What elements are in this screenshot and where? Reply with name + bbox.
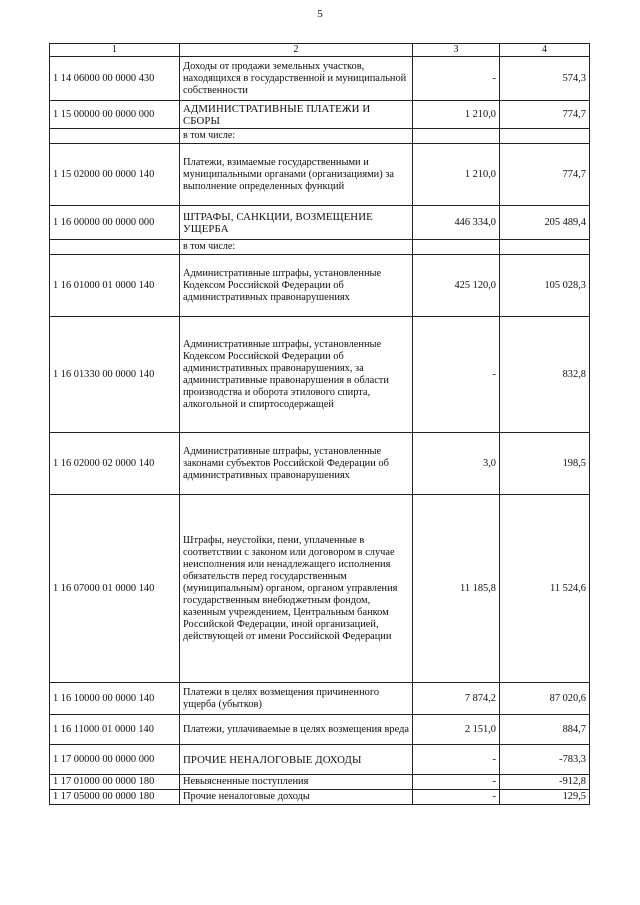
column-number: 2 — [180, 44, 413, 57]
name-cell: Платежи, уплачиваемые в целях возмещения вреда — [180, 715, 413, 745]
including-row — [50, 129, 590, 144]
fact-cell: 105 028,3 — [500, 255, 590, 317]
fact-cell: 129,5 — [500, 790, 590, 805]
plan-cell: - — [413, 775, 500, 790]
table-row — [50, 317, 590, 433]
plan-cell: - — [413, 745, 500, 775]
code-cell: 1 16 02000 02 0000 140 — [50, 433, 180, 495]
table-row — [50, 101, 590, 129]
table-row — [50, 745, 590, 775]
plan-cell: - — [413, 317, 500, 433]
column-number: 4 — [500, 44, 590, 57]
column-number: 3 — [413, 44, 500, 57]
fact-cell: 774,7 — [500, 144, 590, 206]
column-number: 1 — [50, 44, 180, 57]
fact-cell: 774,7 — [500, 101, 590, 129]
name-cell: Административные штрафы, установленные Кодексом Российской Федерации об административных правонарушениях, за административные правонарушения в области производства и оборота этилового спирта, алкогольной и спиртосодержащей — [180, 317, 413, 433]
plan-cell: 2 151,0 — [413, 715, 500, 745]
table-row — [50, 715, 590, 745]
table-row — [50, 790, 590, 805]
plan-cell: 3,0 — [413, 433, 500, 495]
name-cell: Невыясненные поступления — [180, 775, 413, 790]
plan-cell — [413, 240, 500, 255]
fact-cell: -783,3 — [500, 745, 590, 775]
code-cell: 1 16 01000 01 0000 140 — [50, 255, 180, 317]
table-row — [50, 683, 590, 715]
code-cell: 1 16 07000 01 0000 140 — [50, 495, 180, 683]
including-label: в том числе: — [180, 129, 413, 144]
table-row — [50, 144, 590, 206]
name-cell: Платежи, взимаемые государственными и муниципальными органами (организациями) за выполнение определенных функций — [180, 144, 413, 206]
code-cell: 1 16 01330 00 0000 140 — [50, 317, 180, 433]
revenue-table — [49, 43, 590, 805]
plan-cell — [413, 129, 500, 144]
page-number: 5 — [317, 8, 323, 20]
code-cell: 1 14 06000 00 0000 430 — [50, 57, 180, 101]
name-cell: Административные штрафы, установленные Кодексом Российской Федерации об административных правонарушениях — [180, 255, 413, 317]
name-cell: Административные штрафы, установленные законами субъектов Российской Федерации об административных правонарушениях — [180, 433, 413, 495]
fact-cell: 11 524,6 — [500, 495, 590, 683]
table-row — [50, 57, 590, 101]
code-cell: 1 15 02000 00 0000 140 — [50, 144, 180, 206]
plan-cell: 7 874,2 — [413, 683, 500, 715]
fact-cell: 198,5 — [500, 433, 590, 495]
including-label: в том числе: — [180, 240, 413, 255]
name-cell: ПРОЧИЕ НЕНАЛОГОВЫЕ ДОХОДЫ — [180, 745, 413, 775]
fact-cell: 574,3 — [500, 57, 590, 101]
name-cell: Прочие неналоговые доходы — [180, 790, 413, 805]
code-cell: 1 17 01000 00 0000 180 — [50, 775, 180, 790]
plan-cell: 1 210,0 — [413, 101, 500, 129]
fact-cell: -912,8 — [500, 775, 590, 790]
column-number-row — [50, 44, 590, 57]
plan-cell: - — [413, 790, 500, 805]
code-cell — [50, 240, 180, 255]
code-cell: 1 16 10000 00 0000 140 — [50, 683, 180, 715]
plan-cell: 1 210,0 — [413, 144, 500, 206]
fact-cell — [500, 240, 590, 255]
table-row — [50, 775, 590, 790]
fact-cell — [500, 129, 590, 144]
table-row — [50, 255, 590, 317]
including-row — [50, 240, 590, 255]
code-cell: 1 16 00000 00 0000 000 — [50, 206, 180, 240]
name-cell: ШТРАФЫ, САНКЦИИ, ВОЗМЕЩЕНИЕ УЩЕРБА — [180, 206, 413, 240]
code-cell: 1 15 00000 00 0000 000 — [50, 101, 180, 129]
plan-cell: 425 120,0 — [413, 255, 500, 317]
fact-cell: 884,7 — [500, 715, 590, 745]
table-row — [50, 433, 590, 495]
name-cell: Платежи в целях возмещения причиненного ущерба (убытков) — [180, 683, 413, 715]
code-cell: 1 17 00000 00 0000 000 — [50, 745, 180, 775]
fact-cell: 832,8 — [500, 317, 590, 433]
code-cell — [50, 129, 180, 144]
fact-cell: 205 489,4 — [500, 206, 590, 240]
plan-cell: 446 334,0 — [413, 206, 500, 240]
name-cell: Доходы от продажи земельных участков, находящихся в государственной и муниципальной собственности — [180, 57, 413, 101]
name-cell: Штрафы, неустойки, пени, уплаченные в соответствии с законом или договором в случае неисполнения или ненадлежащего исполнения обязательств перед государственным (муниципальным) органом, органом управления государственным внебюджетным фондом, казенным учреждением, Центральным банком Российской Федерации, иной организацией, действующей от имени Российской Федерации — [180, 495, 413, 683]
fact-cell: 87 020,6 — [500, 683, 590, 715]
plan-cell: - — [413, 57, 500, 101]
table-row — [50, 495, 590, 683]
name-cell: АДМИНИСТРАТИВНЫЕ ПЛАТЕЖИ И СБОРЫ — [180, 101, 413, 129]
code-cell: 1 17 05000 00 0000 180 — [50, 790, 180, 805]
plan-cell: 11 185,8 — [413, 495, 500, 683]
table-row — [50, 206, 590, 240]
code-cell: 1 16 11000 01 0000 140 — [50, 715, 180, 745]
